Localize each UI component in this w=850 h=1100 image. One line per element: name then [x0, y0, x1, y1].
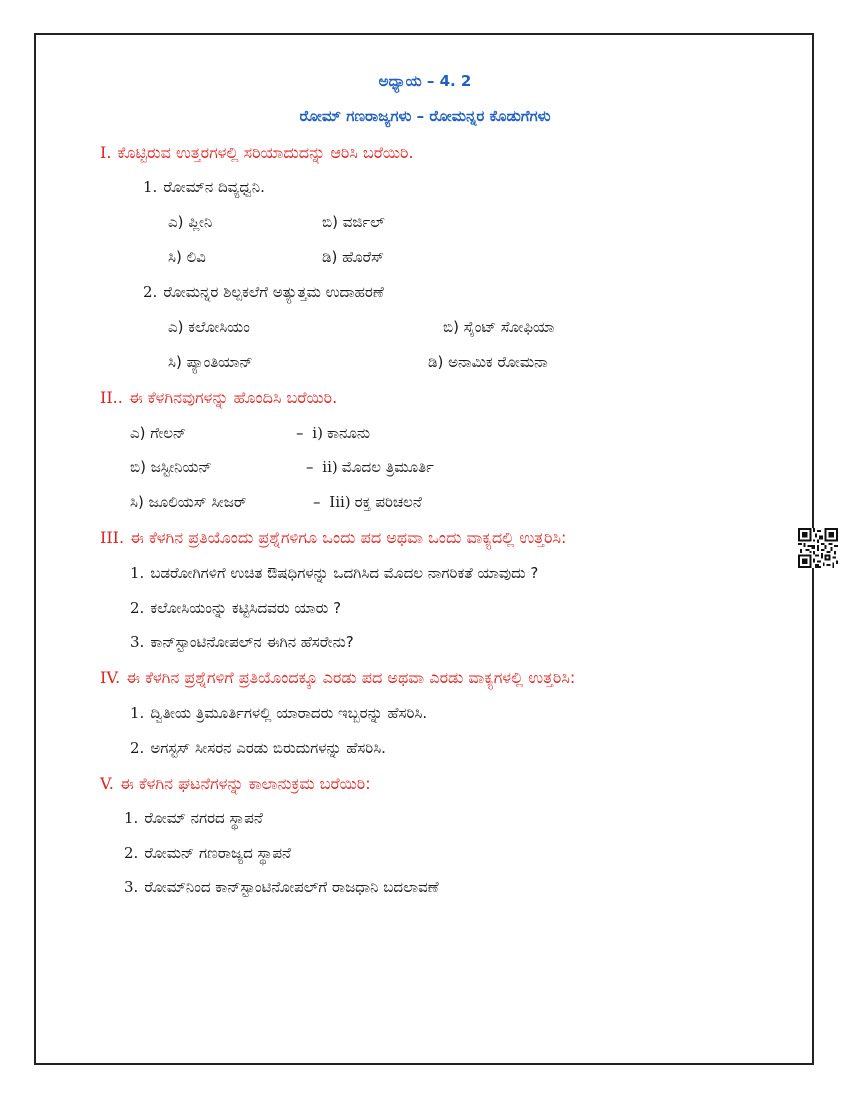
section-2-heading	[100, 388, 337, 408]
roman-numeral: Iii)	[329, 493, 351, 511]
roman-numeral: i)	[312, 424, 323, 442]
section-number: V.	[100, 774, 114, 793]
dash: –	[306, 458, 314, 476]
section-text: ಈ ಕೆಳಗಿನ ಘಟನೆಗಳನ್ನು ಕಾಲಾನುಕ್ರಮ ಬರೆಯಿರಿ:	[119, 774, 371, 793]
item-text: ರೋಮ್ ನಗರದ ಸ್ಥಾಪನೆ	[144, 809, 263, 827]
item-number: 2.	[124, 844, 139, 862]
item-text: ದ್ವಿತೀಯ ತ್ರಿಮೂರ್ತಿಗಳಲ್ಲಿ ಯಾರಾದರು ಇಬ್ಬರನ್ನು ಹೆಸರಿಸಿ.	[150, 704, 428, 722]
question	[143, 283, 384, 301]
chapter-title: ರೋಮ್ ಗಣರಾಜ್ಯಗಳು – ರೋಮನ್ನರ ಕೊಡುಗೆಗಳು	[299, 107, 551, 125]
section-5-heading	[100, 774, 371, 794]
option-c: ಸಿ) ಪ್ಯಾಂತಿಯಾನ್	[168, 353, 253, 371]
match-row-1-right	[296, 424, 370, 442]
section-3-heading	[100, 528, 566, 548]
match-right: ಕಾನೂನು	[326, 424, 371, 442]
list-item	[130, 564, 538, 582]
list-item	[124, 878, 439, 896]
item-text: ಕಾನ್‌ಸ್ಟಾಂಟಿನೋಪಲ್‌ನ ಈಗಿನ ಹೆಸರೇನು?	[150, 633, 354, 651]
section-text: ಈ ಕೆಳಗಿನವುಗಳನ್ನು ಹೊಂದಿಸಿ ಬರೆಯಿರಿ.	[128, 388, 338, 407]
match-row-2-right	[306, 458, 434, 476]
option-b: ಬಿ) ಸೈಂಟ್ ಸೋಫಿಯಾ	[443, 318, 555, 336]
section-number: I.	[100, 143, 112, 162]
section-4-heading	[100, 668, 575, 688]
item-number: 1.	[130, 564, 145, 582]
section-number: IV.	[100, 668, 121, 687]
option-d: ಡಿ) ಅನಾಮಿಕ ರೋಮನಾ	[428, 353, 548, 371]
section-1-heading	[100, 143, 414, 163]
question	[143, 178, 265, 196]
list-item	[124, 844, 291, 862]
qr-code-icon	[798, 528, 838, 568]
item-number: 1.	[124, 809, 139, 827]
list-item	[130, 739, 386, 757]
item-text: ರೋಮನ್ ಗಣರಾಜ್ಯದ ಸ್ಥಾಪನೆ	[144, 844, 291, 862]
list-item	[130, 704, 427, 722]
match-right: ಮೊದಲ ತ್ರಿಮೂರ್ತಿ	[341, 458, 434, 476]
section-number: II..	[100, 388, 123, 407]
list-item	[124, 809, 263, 827]
section-text: ಈ ಕೆಳಗಿನ ಪ್ರಶ್ನೆಗಳಿಗೆ ಪ್ರತಿಯೊಂದಕ್ಕೂ ಎರಡು ಪದ ಅಥವಾ ಎರಡು ವಾಕ್ಯಗಳಲ್ಲಿ ಉತ್ತರಿಸಿ:	[126, 668, 576, 687]
section-text: ಈ ಕೆಳಗಿನ ಪ್ರತಿಯೊಂದು ಪ್ರಶ್ನೆಗಳಿಗೂ ಒಂದು ಪದ ಅಥವಾ ಒಂದು ವಾಕ್ಯದಲ್ಲಿ ಉತ್ತರಿಸಿ:	[130, 528, 567, 547]
item-text: ಕಲೋಸಿಯಂನ್ನು ಕಟ್ಟಿಸಿದವರು ಯಾರು ?	[150, 599, 342, 617]
option-c: ಸಿ) ಲಿವಿ	[168, 248, 206, 266]
option-a: ಎ) ಕಲೋಸಿಯಂ	[168, 318, 250, 336]
option-b: ಬಿ) ವರ್ಜಿಲ್	[322, 213, 385, 231]
item-text: ರೋಮ್‌ನಿಂದ ಕಾನ್‌ಸ್ಟಾಂಟಿನೋಪಲ್‌ಗೆ ರಾಜಧಾನಿ ಬದಲಾವಣೆ	[144, 878, 439, 896]
roman-numeral: ii)	[322, 458, 338, 476]
match-right: ರಕ್ತ ಪರಿಚಲನೆ	[354, 493, 422, 511]
question-number: 2.	[143, 283, 158, 301]
item-number: 3.	[124, 878, 139, 896]
list-item	[130, 633, 354, 651]
item-text: ಬಡರೋಗಿಗಳಿಗೆ ಉಚಿತ ಔಷಧಿಗಳನ್ನು ಒದಗಿಸಿದ ಮೊದಲ ನಾಗರಿಕತೆ ಯಾವುದು ?	[150, 564, 539, 582]
question-number: 1.	[143, 178, 158, 196]
match-left: ಸಿ) ಜೂಲಿಯಸ್ ಸೀಜರ್	[130, 493, 247, 511]
question-text: ರೋಮನ್ನರ ಶಿಲ್ಪಕಲೆಗೆ ಅತ್ಯುತ್ತಮ ಉದಾಹರಣೆ	[163, 283, 384, 301]
section-text: ಕೊಟ್ಟಿರುವ ಉತ್ತರಗಳಲ್ಲಿ ಸರಿಯಾದುದನ್ನು ಆರಿಸಿ ಬರೆಯಿರಿ.	[117, 143, 414, 162]
item-number: 1.	[130, 704, 145, 722]
question-text: ರೋಮ್‌ನ ದಿವ್ಯಧ್ವನಿ.	[163, 178, 265, 196]
match-left: ಬಿ) ಜಸ್ಟೀನಿಯನ್	[130, 458, 212, 476]
chapter-heading: ಅಧ್ಯಾಯ – 4. 2	[378, 72, 472, 90]
item-number: 2.	[130, 599, 145, 617]
dash: –	[313, 493, 321, 511]
dash: –	[296, 424, 304, 442]
list-item	[130, 599, 341, 617]
item-number: 3.	[130, 633, 145, 651]
match-left: ಎ) ಗೇಲನ್	[130, 424, 187, 442]
match-row-3-right	[313, 493, 422, 511]
section-number: III.	[100, 528, 125, 547]
item-text: ಅಗಸ್ಟಸ್ ಸೀಸರ‌ನ ಎರಡು ಬಿರುದುಗಳನ್ನು ಹೆಸರಿಸಿ.	[150, 739, 386, 757]
item-number: 2.	[130, 739, 145, 757]
option-a: ಎ) ಪ್ಲೀನಿ	[168, 213, 213, 231]
option-d: ಡಿ) ಹೊರೆಸ್	[322, 248, 384, 266]
